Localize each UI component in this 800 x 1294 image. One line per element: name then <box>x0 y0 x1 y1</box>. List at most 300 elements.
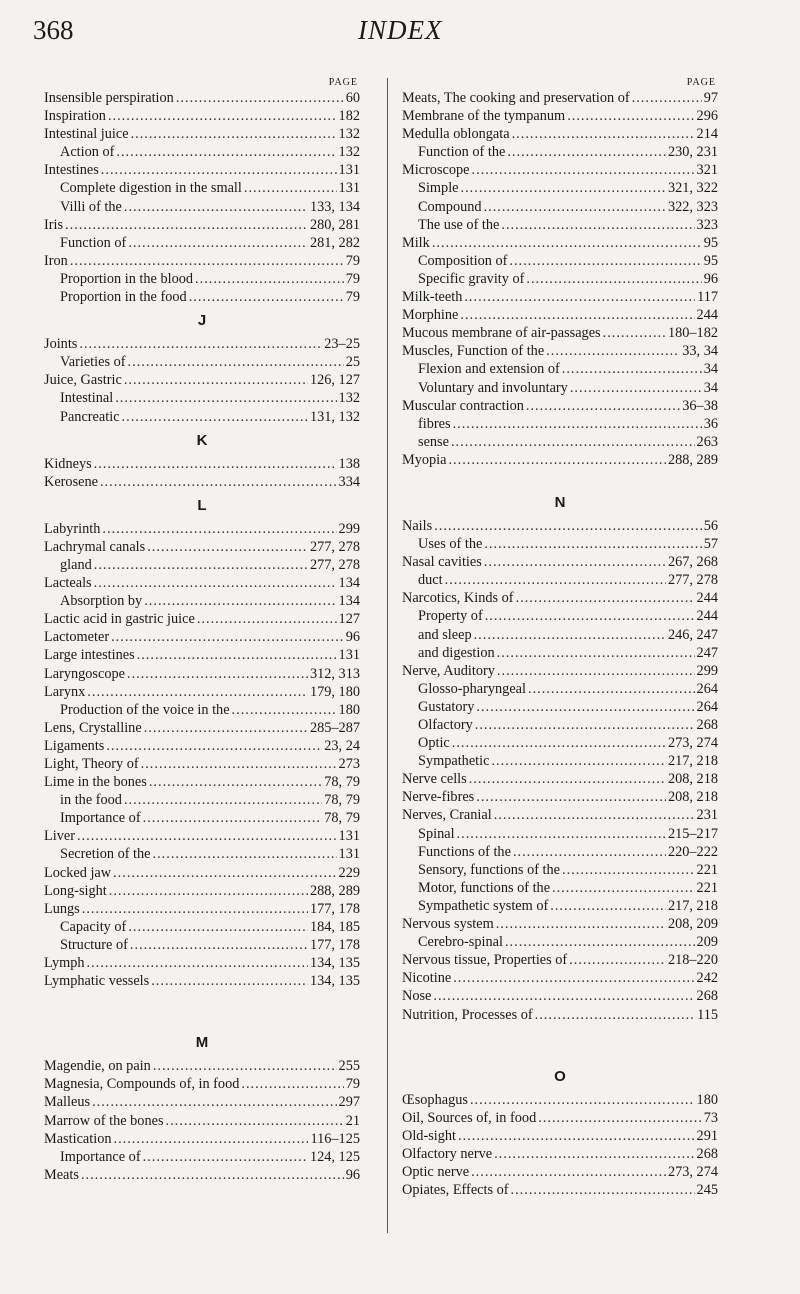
entry-term: Importance of <box>60 810 141 827</box>
index-subentry <box>402 644 718 662</box>
entry-term: Composition of <box>418 252 508 269</box>
entry-page-ref: 132 <box>338 126 360 143</box>
dot-leader <box>509 252 701 270</box>
dot-leader <box>562 360 702 378</box>
entry-page-ref: 242 <box>696 970 718 987</box>
entry-page-ref: 208, 218 <box>667 771 718 788</box>
dot-leader <box>94 556 308 574</box>
entry-term: Olfactory nerve <box>402 1145 493 1162</box>
entry-term: Ligaments <box>44 737 105 754</box>
dot-leader <box>432 234 702 252</box>
dot-leader <box>87 683 308 701</box>
dot-leader <box>562 861 695 879</box>
entry-page-ref: 131 <box>338 647 360 664</box>
entry-page-ref: 220–222 <box>667 843 718 860</box>
index-subentry <box>44 198 360 216</box>
entry-page-ref: 221 <box>696 879 718 896</box>
entry-term: Membrane of the tympanum <box>402 108 566 125</box>
entry-page-ref: 34 <box>703 379 718 396</box>
dot-leader <box>70 252 344 270</box>
index-entry <box>402 1181 718 1199</box>
entry-term: Mastication <box>44 1130 112 1147</box>
index-subentry <box>44 408 360 426</box>
entry-term: Glosso-pharyngeal <box>418 680 526 697</box>
index-entry <box>44 1057 360 1075</box>
dot-leader <box>485 607 695 625</box>
entry-page-ref: 217, 218 <box>667 753 718 770</box>
dot-leader <box>496 915 666 933</box>
index-entry <box>44 773 360 791</box>
dot-leader <box>497 662 695 680</box>
dot-leader <box>195 270 344 288</box>
entry-term: Morphine <box>402 307 459 324</box>
dot-leader <box>538 1109 701 1127</box>
index-subentry <box>44 353 360 371</box>
entry-page-ref: 97 <box>703 90 718 106</box>
entry-page-ref: 255 <box>338 1058 360 1075</box>
entry-page-ref: 78, 79 <box>324 810 360 827</box>
index-entry <box>44 882 360 900</box>
dot-leader <box>141 755 337 773</box>
index-entry <box>44 1166 360 1184</box>
entry-page-ref: 131 <box>338 828 360 845</box>
entry-page-ref: 79 <box>345 1076 360 1093</box>
entry-page-ref: 273, 274 <box>667 1163 718 1180</box>
entry-page-ref: 134, 135 <box>309 955 360 972</box>
entry-term: Sensory, functions of the <box>418 861 561 878</box>
entry-term: Insensible perspiration <box>44 90 174 106</box>
dot-leader <box>94 455 337 473</box>
entry-term: Olfactory <box>418 717 473 733</box>
entry-page-ref: 134 <box>338 575 360 592</box>
index-entry <box>44 864 360 882</box>
entry-term: Medulla oblongata <box>402 126 510 143</box>
index-subentry <box>44 556 360 574</box>
index-entry <box>402 662 718 680</box>
dot-leader <box>144 719 308 737</box>
index-entry <box>402 451 718 469</box>
entry-term: Pancreatic <box>60 408 120 425</box>
entry-page-ref: 322, 323 <box>667 198 718 215</box>
index-subentry <box>44 845 360 863</box>
dot-leader <box>494 1145 694 1163</box>
entry-page-ref: 209 <box>696 934 718 951</box>
entry-term: Magendie, on pain <box>44 1058 151 1075</box>
dot-leader <box>491 752 665 770</box>
column-divider <box>387 78 388 1233</box>
page-header <box>0 0 800 60</box>
dot-leader <box>77 827 337 845</box>
dot-leader <box>457 825 666 843</box>
index-entry <box>44 107 360 125</box>
index-entry <box>44 737 360 755</box>
entry-page-ref: 177, 178 <box>309 900 360 917</box>
entry-term: Milk-teeth <box>402 289 463 306</box>
index-entry <box>44 665 360 683</box>
entry-page-ref: 25 <box>345 354 360 371</box>
dot-leader <box>87 954 308 972</box>
index-subentry <box>402 861 718 879</box>
index-subentry <box>44 234 360 252</box>
entry-term: Meats <box>44 1166 79 1183</box>
index-entry <box>44 755 360 773</box>
entry-page-ref: 264 <box>696 698 718 715</box>
entry-term: Motor, functions of the <box>418 879 551 896</box>
index-entry <box>402 517 718 535</box>
entry-term: Sympathetic <box>418 753 490 770</box>
entry-page-ref: 115 <box>697 1006 718 1023</box>
dot-leader <box>128 918 308 936</box>
dot-leader <box>131 125 337 143</box>
dot-leader <box>484 535 701 553</box>
entry-term: Marrow of the bones <box>44 1112 164 1129</box>
entry-term: Importance of <box>60 1148 141 1165</box>
entry-page-ref: 36 <box>703 415 718 432</box>
dot-leader <box>122 408 308 426</box>
index-subentry <box>402 571 718 589</box>
page-column-label: PAGE <box>328 77 358 88</box>
index-entry <box>44 1075 360 1093</box>
entry-page-ref: 246, 247 <box>667 626 718 643</box>
entry-term: Nervous tissue, Properties of <box>402 952 568 969</box>
entry-term: duct <box>418 572 443 589</box>
entry-page-ref: 231 <box>696 807 718 824</box>
index-entry <box>44 161 360 179</box>
entry-term: Nerve, Auditory <box>402 662 495 679</box>
dot-leader <box>106 737 322 755</box>
dot-leader <box>458 1127 695 1145</box>
index-entry <box>44 827 360 845</box>
entry-page-ref: 36–38 <box>682 397 718 414</box>
index-entry <box>402 1145 718 1163</box>
entry-page-ref: 229 <box>338 864 360 881</box>
entry-term: Action of <box>60 144 115 161</box>
index-subentry <box>44 179 360 197</box>
entry-term: Kerosene <box>44 473 98 490</box>
entry-term: The use of the <box>418 216 500 233</box>
dot-leader <box>546 342 680 360</box>
index-subentry <box>402 360 718 378</box>
entry-term: Opiates, Effects of <box>402 1182 509 1199</box>
entry-page-ref: 244 <box>696 608 718 625</box>
index-subentry <box>402 626 718 644</box>
index-entry <box>402 397 718 415</box>
dot-leader <box>476 698 694 716</box>
entry-page-ref: 280, 281 <box>309 216 360 233</box>
index-subentry <box>44 936 360 954</box>
entry-term: gland <box>60 556 92 573</box>
index-subentry <box>402 607 718 625</box>
dot-leader <box>445 571 666 589</box>
entry-page-ref: 264 <box>696 680 718 697</box>
dot-leader <box>244 179 337 197</box>
index-entry <box>402 1163 718 1181</box>
entry-term: Nervous system <box>402 916 494 933</box>
dot-leader <box>197 610 337 628</box>
index-entry <box>402 788 718 806</box>
entry-page-ref: 57 <box>703 536 718 553</box>
entry-page-ref: 299 <box>696 662 718 679</box>
entry-term: Villi of the <box>60 198 122 215</box>
dot-leader <box>569 951 666 969</box>
index-entry <box>44 628 360 646</box>
index-column-right <box>402 76 718 1199</box>
dot-leader <box>451 433 695 451</box>
dot-leader <box>484 553 666 571</box>
dot-leader <box>471 1163 666 1181</box>
entry-page-ref: 273 <box>338 756 360 772</box>
entry-page-ref: 296 <box>696 108 718 125</box>
dot-leader <box>143 809 323 827</box>
dot-leader <box>476 788 666 806</box>
index-entry <box>402 969 718 987</box>
entry-term: Property of <box>418 608 483 625</box>
page-column-label: PAGE <box>686 77 716 88</box>
entry-term: Malleus <box>44 1094 91 1111</box>
index-subentry <box>402 252 718 270</box>
dot-leader <box>147 538 308 556</box>
entry-page-ref: 273, 274 <box>667 735 718 752</box>
entry-page-ref: 208, 209 <box>667 916 718 933</box>
entry-term: Laryngoscope <box>44 665 125 682</box>
dot-leader <box>516 589 695 607</box>
dot-leader <box>113 864 336 882</box>
entry-page-ref: 131 <box>338 180 360 197</box>
entry-term: Absorption by <box>60 593 143 610</box>
entry-term: sense <box>418 433 449 450</box>
entry-page-ref: 182 <box>338 108 360 125</box>
entry-page-ref: 297 <box>338 1094 360 1111</box>
dot-leader <box>434 517 702 535</box>
entry-page-ref: 78, 79 <box>324 792 360 809</box>
entry-term: Nerves, Cranial <box>402 807 492 824</box>
dot-leader <box>470 1091 695 1109</box>
entry-term: Milk <box>402 234 430 251</box>
entry-page-ref: 131 <box>338 846 360 863</box>
dot-leader <box>469 770 666 788</box>
index-subentry <box>402 535 718 553</box>
entry-term: Mucous membrane of air-passages <box>402 325 601 342</box>
entry-term: Old-sight <box>402 1127 457 1144</box>
entry-term: Varieties of <box>60 354 126 371</box>
dot-leader <box>189 288 344 306</box>
entry-term: Oil, Sources of, in food <box>402 1109 537 1126</box>
dot-leader <box>497 644 695 662</box>
index-entry <box>402 1091 718 1109</box>
index-subentry <box>402 933 718 951</box>
entry-page-ref: 96 <box>345 1166 360 1183</box>
entry-page-ref: 179, 180 <box>309 683 360 700</box>
entry-term: Larynx <box>44 683 86 700</box>
dot-leader <box>526 397 680 415</box>
index-subentry <box>402 270 718 288</box>
entry-term: Optic nerve <box>402 1163 470 1180</box>
entry-page-ref: 214 <box>696 126 718 143</box>
index-entry <box>402 89 718 107</box>
dot-leader <box>448 451 665 469</box>
entry-term: Joints <box>44 336 78 353</box>
dot-leader <box>452 734 666 752</box>
entry-term: Intestinal juice <box>44 126 129 143</box>
entry-term: and digestion <box>418 644 495 661</box>
entry-term: Œsophagus <box>402 1091 468 1108</box>
entry-page-ref: 218–220 <box>667 952 718 969</box>
dot-leader <box>632 89 702 107</box>
entry-page-ref: 244 <box>696 590 718 607</box>
dot-leader <box>102 520 336 538</box>
index-entry <box>44 89 360 107</box>
entry-page-ref: 230, 231 <box>667 144 718 161</box>
entry-page-ref: 56 <box>703 517 718 534</box>
entry-page-ref: 299 <box>338 520 360 537</box>
entry-term: Locked jaw <box>44 864 112 881</box>
index-entry <box>44 646 360 664</box>
entry-page-ref: 244 <box>696 307 718 324</box>
index-entry <box>44 125 360 143</box>
section-spacer <box>402 469 718 488</box>
entry-term: Kidneys <box>44 455 92 472</box>
entry-page-ref: 288, 289 <box>309 882 360 899</box>
entry-term: Nerve-fibres <box>402 789 475 806</box>
entry-page-ref: 184, 185 <box>309 918 360 935</box>
dot-leader <box>511 1181 695 1199</box>
dot-leader <box>114 1130 309 1148</box>
entry-page-ref: 79 <box>345 252 360 269</box>
index-subentry <box>402 716 718 734</box>
entry-term: Proportion in the blood <box>60 270 194 287</box>
dot-leader <box>494 806 695 824</box>
dot-leader <box>550 897 666 915</box>
entry-term: Light, Theory of <box>44 756 139 772</box>
dot-leader <box>433 987 694 1005</box>
entry-page-ref: 277, 278 <box>309 556 360 573</box>
entry-term: Sympathetic system of <box>418 897 549 914</box>
entry-term: Inspiration <box>44 108 106 125</box>
entry-term: Intestinal <box>60 390 114 407</box>
entry-page-ref: 323 <box>696 216 718 233</box>
dot-leader <box>109 882 308 900</box>
entry-term: Myopia <box>402 451 447 468</box>
entry-page-ref: 285–287 <box>309 719 360 736</box>
dot-leader <box>130 936 308 954</box>
index-subentry <box>44 918 360 936</box>
entry-term: Lymph <box>44 955 85 972</box>
dot-leader <box>81 1166 344 1184</box>
entry-term: Liver <box>44 828 75 845</box>
entry-term: Production of the voice in the <box>60 701 230 718</box>
index-entry <box>44 719 360 737</box>
index-entry <box>402 125 718 143</box>
index-subentry <box>402 843 718 861</box>
entry-term: Muscles, Function of the <box>402 343 545 360</box>
dot-leader <box>94 574 337 592</box>
dot-leader <box>116 143 336 161</box>
dot-leader <box>176 89 344 107</box>
entry-term: Lens, Crystalline <box>44 719 142 736</box>
entry-page-ref: 321 <box>696 162 718 179</box>
entry-term: Lime in the bones <box>44 774 147 791</box>
dot-leader <box>100 473 337 491</box>
index-subentry <box>44 791 360 809</box>
entry-term: Muscular contraction <box>402 397 524 414</box>
section-letter: J <box>197 312 207 330</box>
entry-page-ref: 95 <box>703 252 718 269</box>
entry-page-ref: 134 <box>338 593 360 610</box>
entry-term: Lacteals <box>44 575 92 592</box>
index-subentry <box>402 734 718 752</box>
entry-term: Secretion of the <box>60 846 151 863</box>
entry-page-ref: 117 <box>697 289 718 306</box>
dot-leader <box>567 107 694 125</box>
index-entry <box>44 1112 360 1130</box>
entry-term: Cerebro-spinal <box>418 934 503 951</box>
index-subentry <box>402 752 718 770</box>
entry-term: Lactic acid in gastric juice <box>44 611 195 628</box>
entry-term: Nose <box>402 988 432 1005</box>
entry-page-ref: 95 <box>703 234 718 251</box>
dot-leader <box>453 969 694 987</box>
section-letter: N <box>554 493 566 511</box>
entry-page-ref: 127 <box>338 611 360 628</box>
entry-page-ref: 217, 218 <box>667 897 718 914</box>
entry-term: Uses of the <box>418 536 483 553</box>
entry-term: Meats, The cooking and preservation of <box>402 90 630 106</box>
entry-term: Intestines <box>44 162 99 179</box>
dot-leader <box>501 216 694 234</box>
index-entry <box>44 455 360 473</box>
index-entry <box>44 371 360 389</box>
index-subentry <box>402 897 718 915</box>
entry-term: Long-sight <box>44 882 107 899</box>
index-entry <box>44 954 360 972</box>
entry-term: fibres <box>418 415 451 432</box>
entry-page-ref: 334 <box>338 473 360 490</box>
index-entry <box>402 107 718 125</box>
dot-leader <box>461 179 666 197</box>
index-subentry <box>402 379 718 397</box>
dot-leader <box>124 791 322 809</box>
dot-leader <box>513 843 666 861</box>
entry-page-ref: 73 <box>703 1109 718 1126</box>
entry-page-ref: 180–182 <box>667 325 718 342</box>
index-entry <box>402 1109 718 1127</box>
entry-page-ref: 215–217 <box>667 825 718 842</box>
entry-term: Function of <box>60 234 127 251</box>
index-entry <box>402 1127 718 1145</box>
entry-page-ref: 221 <box>696 861 718 878</box>
index-entry <box>402 288 718 306</box>
dot-leader <box>153 1057 337 1075</box>
index-subentry <box>402 879 718 897</box>
index-entry <box>44 252 360 270</box>
dot-leader <box>124 371 308 389</box>
entry-page-ref: 180 <box>338 701 360 718</box>
section-letter: M <box>195 1034 209 1052</box>
entry-page-ref: 34 <box>703 361 718 378</box>
index-entry <box>402 951 718 969</box>
entry-term: Spinal <box>418 825 455 842</box>
entry-page-ref: 134, 135 <box>309 973 360 990</box>
entry-page-ref: 268 <box>696 717 718 733</box>
entry-page-ref: 79 <box>345 270 360 287</box>
entry-term: Iron <box>44 252 68 269</box>
entry-term: Iris <box>44 216 64 233</box>
index-subentry <box>44 288 360 306</box>
index-subentry <box>44 270 360 288</box>
entry-term: Function of the <box>418 144 506 161</box>
entry-term: Lymphatic vessels <box>44 973 150 990</box>
entry-page-ref: 138 <box>338 455 360 472</box>
